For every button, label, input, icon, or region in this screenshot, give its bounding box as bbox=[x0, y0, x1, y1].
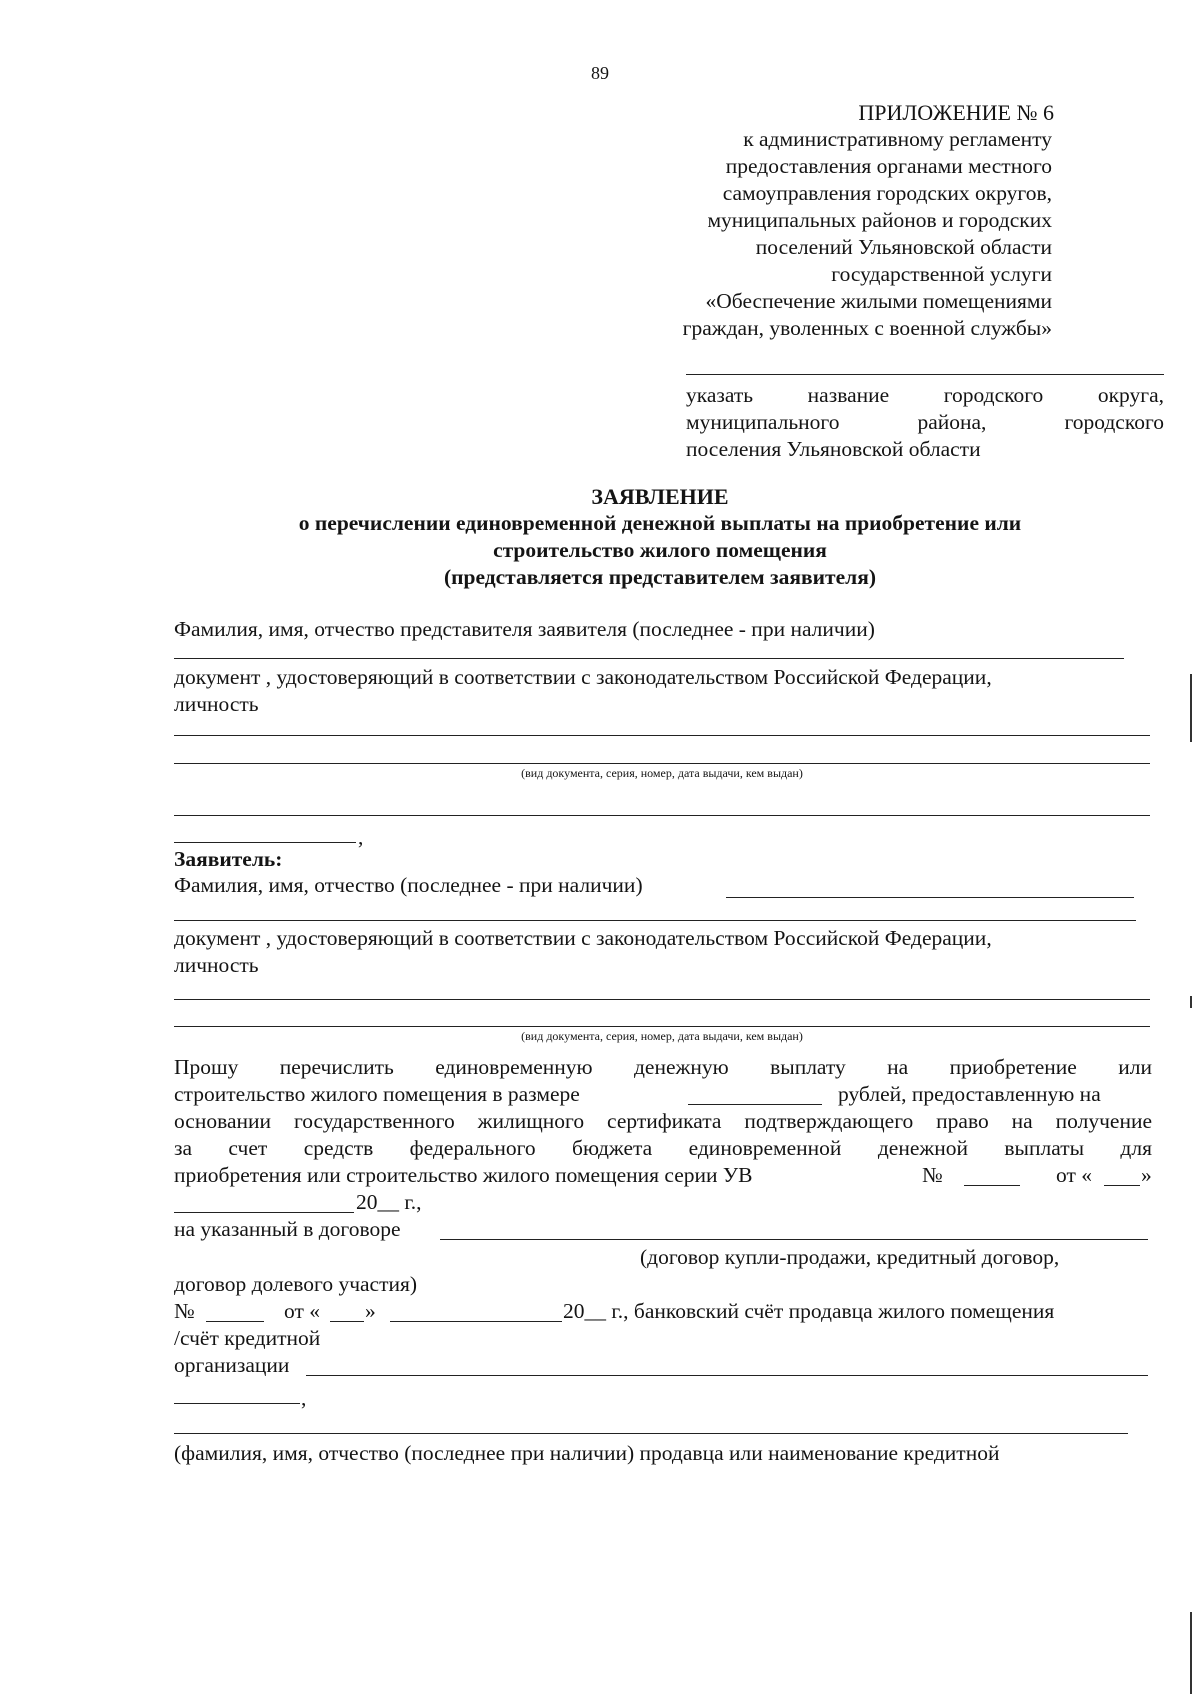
contract-caption: договор долевого участия) bbox=[174, 1272, 418, 1296]
seller-caption: (фамилия, имя, отчество (последнее при наличии) продавца или наименование кредитной bbox=[174, 1441, 1000, 1465]
appendix-line: к административному регламенту bbox=[743, 127, 1052, 151]
representative-doc-caption: (вид документа, серия, номер, дата выдачи, кем выдан) bbox=[521, 766, 803, 780]
applicant-name-field[interactable] bbox=[174, 920, 1136, 921]
appendix-line: граждан, уволенных с военной службы» bbox=[682, 316, 1052, 340]
appendix-line: государственной услуги bbox=[831, 262, 1052, 286]
scan-edge-mark bbox=[1190, 1612, 1192, 1694]
request-text: приобретения или строительство жилого помещения серии УВ bbox=[174, 1163, 753, 1187]
applicant-doc-label: документ , удостоверяющий в соответствии с законодательством Российской Федерации, bbox=[174, 926, 992, 950]
scan-edge-mark bbox=[1190, 674, 1192, 742]
applicant-name-field[interactable] bbox=[726, 897, 1134, 898]
request-text: /счёт кредитной bbox=[174, 1326, 321, 1350]
request-text: от « bbox=[1056, 1163, 1092, 1187]
appendix-line: «Обеспечение жилыми помещениями bbox=[705, 289, 1052, 313]
representative-doc-label: личность bbox=[174, 692, 259, 716]
certificate-number-field[interactable] bbox=[964, 1185, 1020, 1186]
request-text: рублей, предоставленную на bbox=[838, 1082, 1101, 1106]
applicant-doc-field[interactable] bbox=[174, 999, 1150, 1000]
number-sign: № bbox=[174, 1299, 195, 1323]
organization-field[interactable] bbox=[306, 1375, 1148, 1376]
contract-caption: (договор купли-продажи, кредитный договор, bbox=[640, 1245, 1060, 1269]
document-subtitle: строительство жилого помещения bbox=[493, 538, 827, 562]
page-number: 89 bbox=[591, 63, 609, 83]
number-sign: № bbox=[922, 1163, 943, 1187]
contract-field[interactable] bbox=[440, 1239, 1148, 1240]
scan-edge-mark bbox=[1190, 996, 1192, 1008]
document-subtitle: (представляется представителем заявителя) bbox=[444, 565, 876, 589]
representative-name-label: Фамилия, имя, отчество представителя заявителя (последнее - при наличии) bbox=[174, 617, 875, 641]
applicant-doc-field[interactable] bbox=[174, 1026, 1150, 1027]
comma: , bbox=[301, 1386, 307, 1410]
document-title: ЗАЯВЛЕНИЕ bbox=[591, 484, 729, 509]
request-text: » bbox=[365, 1299, 376, 1323]
request-text: от « bbox=[284, 1299, 320, 1323]
comma: , bbox=[358, 825, 364, 849]
amount-field[interactable] bbox=[688, 1104, 822, 1105]
request-text: на указанный в договоре bbox=[174, 1217, 401, 1241]
representative-doc-label: документ , удостоверяющий в соответствии с законодательством Российской Федерации, bbox=[174, 665, 992, 689]
certificate-day-field[interactable] bbox=[1104, 1185, 1140, 1186]
request-text: за счет средств федерального бюджета единовременной денежной выплаты для bbox=[174, 1136, 1152, 1160]
appendix-title: ПРИЛОЖЕНИЕ № 6 bbox=[858, 100, 1054, 125]
appendix-line: предоставления органами местного bbox=[725, 154, 1052, 178]
request-text: Прошу перечислить единовременную денежную выплату на приобретение или bbox=[174, 1055, 1152, 1079]
request-text: » bbox=[1141, 1163, 1152, 1187]
applicant-doc-caption: (вид документа, серия, номер, дата выдачи, кем выдан) bbox=[521, 1029, 803, 1043]
contract-month-field[interactable] bbox=[390, 1321, 562, 1322]
request-text: основании государственного жилищного сертификата подтверждающего право на получение bbox=[174, 1109, 1152, 1133]
appendix-line: самоуправления городских округов, bbox=[722, 181, 1052, 205]
contract-day-field[interactable] bbox=[330, 1321, 364, 1322]
organization-field[interactable] bbox=[174, 1403, 300, 1404]
document-subtitle: о перечислении единовременной денежной выплаты на приобретение или bbox=[298, 511, 1022, 535]
appendix-line: поселений Ульяновской области bbox=[755, 235, 1052, 259]
addressee-hint: указать название городского округа, bbox=[686, 383, 1164, 407]
representative-doc-field[interactable] bbox=[174, 815, 1150, 816]
request-text: организации bbox=[174, 1353, 290, 1377]
applicant-doc-label: личность bbox=[174, 953, 259, 977]
request-text: 20__ г., банковский счёт продавца жилого помещения bbox=[563, 1299, 1055, 1323]
representative-doc-field[interactable] bbox=[174, 763, 1150, 764]
certificate-month-field[interactable] bbox=[174, 1212, 354, 1213]
addressee-hint: поселения Ульяновской области bbox=[686, 437, 981, 461]
request-text: строительство жилого помещения в размере bbox=[174, 1082, 580, 1106]
appendix-line: муниципальных районов и городских bbox=[707, 208, 1052, 232]
representative-doc-field[interactable] bbox=[174, 735, 1150, 736]
applicant-heading: Заявитель: bbox=[174, 847, 283, 871]
seller-field[interactable] bbox=[174, 1433, 1128, 1434]
addressee-line[interactable] bbox=[686, 374, 1164, 375]
representative-name-field[interactable] bbox=[174, 658, 1124, 659]
request-text: 20__ г., bbox=[356, 1190, 422, 1214]
applicant-name-label: Фамилия, имя, отчество (последнее - при наличии) bbox=[174, 873, 643, 897]
representative-doc-field[interactable] bbox=[174, 842, 356, 843]
contract-number-field[interactable] bbox=[206, 1321, 264, 1322]
addressee-hint: муниципального района, городского bbox=[686, 410, 1164, 434]
